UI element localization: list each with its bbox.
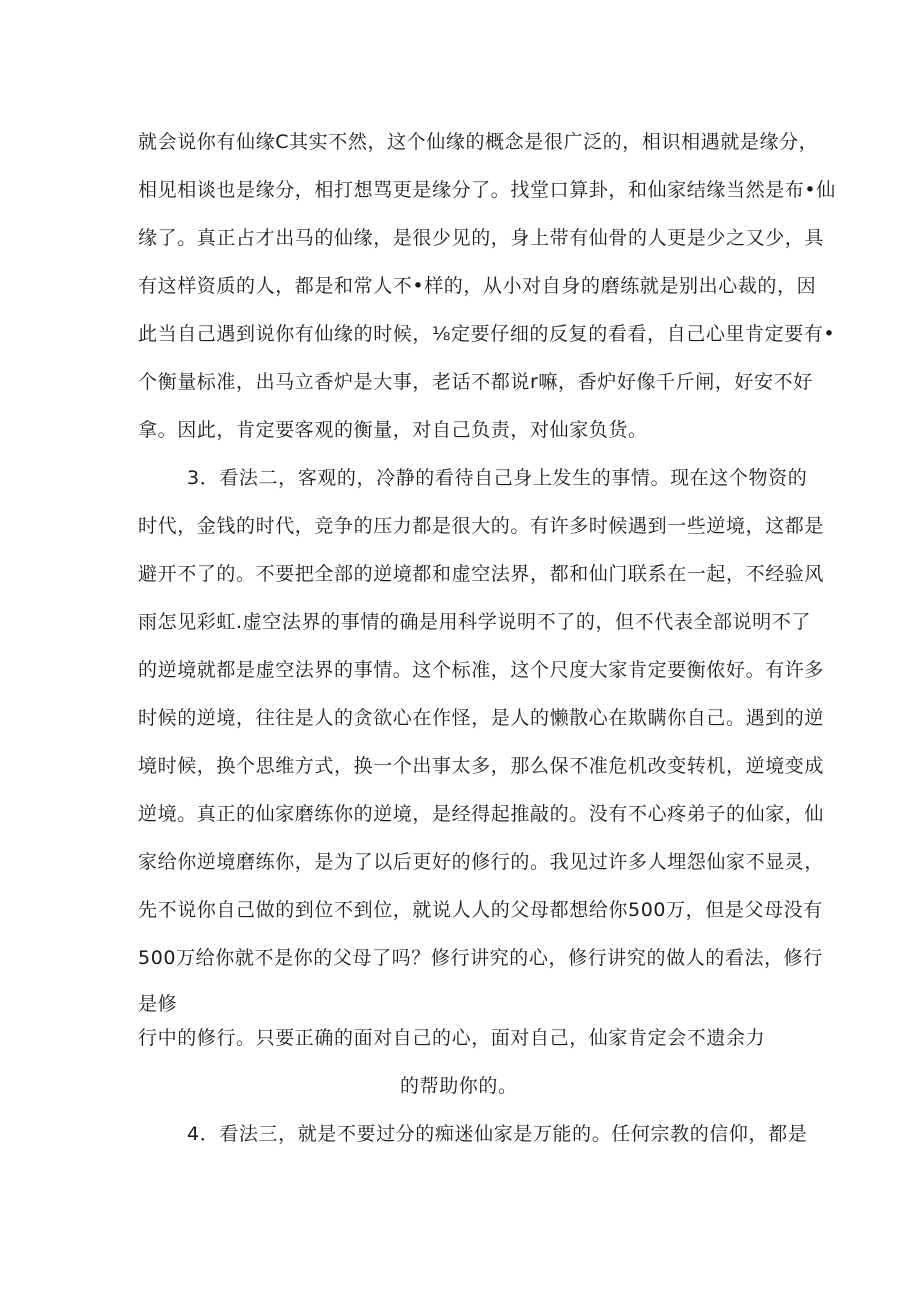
text-line: 缘了。真正占才出马的仙缘，是很少见的，身上带有仙骨的人更是少之又少，具 (138, 227, 825, 249)
text-line: 相见相谈也是缘分，相打想骂更是缘分了。找堂口算卦，和仙家结缘当然是布•仙 (138, 179, 836, 201)
text-line: 的逆境就都是虚空法界的事情。这个标准，这个尺度大家肯定要衡侬好。有许多 (138, 659, 825, 681)
text-line: 3．看法二，客观的，冷静的看待自己身上发生的事情。现在这个物资的 (187, 467, 808, 489)
text-line: 500万给你就不是你的父母了吗？修行讲究的心，修行讲究的做人的看法，修行 (138, 947, 823, 969)
text-line: 4．看法三，就是不要过分的痴迷仙家是万能的。任何宗教的信仰，都是 (187, 1123, 808, 1145)
text-line: 是修 (138, 993, 178, 1015)
text-line: 的帮助你的。 (400, 1075, 518, 1097)
text-line: 时代，金钱的时代，竞争的压力都是很大的。有许多时候遇到一些逆境，这都是 (138, 515, 825, 537)
text-line: 时候的逆境，往往是人的贪欲心在作怪，是人的懒散心在欺瞒你自己。遇到的逆 (138, 707, 825, 729)
text-line: 逆境。真正的仙家磨练你的逆境，是经得起推敲的。没有不心疼弟子的仙家，仙 (138, 803, 825, 825)
text-line: 先不说你自己做的到位不到位，就说人人的父母都想给你500万，但是父母没有 (138, 899, 823, 921)
text-line: 此当自己遇到说你有仙缘的时候，⅛定要仔细的反复的看看，自己心里肯定要有• (138, 323, 836, 345)
text-line: 就会说你有仙缘C其实不然，这个仙缘的概念是很广泛的，相识相遇就是缘分， (138, 131, 819, 153)
text-line: 行中的修行。只要正确的面对自己的心，面对自己，仙家肯定会不遗余力 (138, 1027, 766, 1049)
text-line: 雨怎见彩虹.虚空法界的事情的确是用科学说明不了的，但不代表全部说明不了 (138, 611, 812, 633)
text-line: 拿。因此，肯定要客观的衡量，对自己负责，对仙家负货。 (138, 419, 648, 441)
text-line: 境时候，换个思维方式，换一个出事太多，那么保不准危机改变转机，逆境变成 (138, 755, 825, 777)
text-line: 家给你逆境磨练你，是为了以后更好的修行的。我见过许多人埋怨仙家不显灵， (138, 851, 825, 873)
text-line: 个衡量标准，出马立香炉是大事，老话不都说r嘛，香炉好像千斤闸，好安不好 (138, 371, 813, 393)
text-line: 有这样资质的人，都是和常人不•样的，从小对自身的磨练就是别出心裁的，因 (138, 275, 817, 297)
text-line: 避开不了的。不要把全部的逆境都和虚空法界，都和仙门联系在一起，不经验风 (138, 563, 825, 585)
